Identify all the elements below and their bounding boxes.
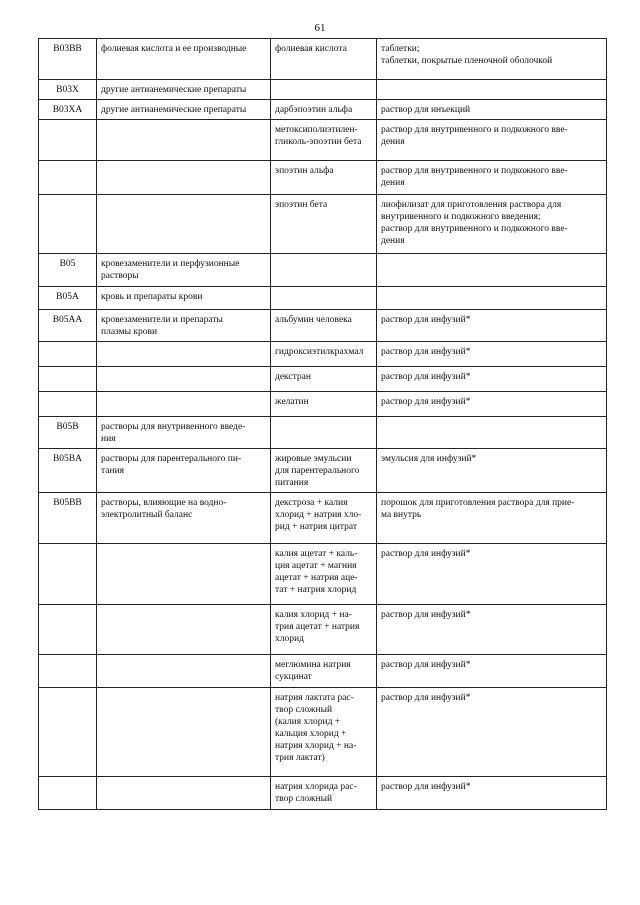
atc-group-cell: фолиевая кислота и ее производные	[97, 39, 271, 80]
atc-code-cell: B05BB	[39, 493, 97, 544]
drug-classification-table	[38, 38, 607, 810]
atc-code-cell: B03X	[39, 80, 97, 100]
drug-name-cell: калия хлорид + на- трия ацетат + натрия хлорид	[271, 605, 377, 655]
atc-group-cell	[97, 367, 271, 392]
table-row	[39, 80, 607, 100]
atc-group-cell	[97, 544, 271, 605]
atc-code-cell	[39, 342, 97, 367]
table-row	[39, 605, 607, 655]
atc-code-cell	[39, 120, 97, 161]
dosage-form-cell: раствор для инфузий*	[377, 605, 607, 655]
atc-code-cell: B05	[39, 254, 97, 287]
drug-name-cell: дарбэпоэтин альфа	[271, 100, 377, 120]
atc-group-cell	[97, 120, 271, 161]
dosage-form-cell: порошок для приготовления раствора для прие- ма внутрь	[377, 493, 607, 544]
dosage-form-cell: раствор для внутривенного и подкожного вве- дения	[377, 120, 607, 161]
page-number: 61	[314, 22, 326, 34]
atc-group-cell	[97, 777, 271, 810]
atc-code-cell	[39, 392, 97, 417]
atc-code-cell: B03BB	[39, 39, 97, 80]
atc-group-cell	[97, 195, 271, 254]
atc-code-cell: B03XA	[39, 100, 97, 120]
drug-name-cell: гидроксиэтилкрахмал	[271, 342, 377, 367]
dosage-form-cell	[377, 80, 607, 100]
table-row	[39, 287, 607, 310]
dosage-form-cell: раствор для инфузий*	[377, 688, 607, 777]
atc-group-cell	[97, 688, 271, 777]
drug-name-cell	[271, 287, 377, 310]
atc-code-cell	[39, 161, 97, 195]
atc-code-cell: B05BA	[39, 449, 97, 493]
dosage-form-cell: раствор для внутривенного и подкожного вве- дения	[377, 161, 607, 195]
atc-group-cell: кровезаменители и препараты плазмы крови	[97, 310, 271, 342]
dosage-form-cell: раствор для инфузий*	[377, 342, 607, 367]
drug-name-cell	[271, 417, 377, 449]
drug-name-cell: фолиевая кислота	[271, 39, 377, 80]
table-row	[39, 254, 607, 287]
table-row	[39, 449, 607, 493]
atc-code-cell: B05A	[39, 287, 97, 310]
drug-name-cell	[271, 254, 377, 287]
atc-code-cell	[39, 544, 97, 605]
drug-name-cell: метоксиполиэтилен- гликоль-эпоэтин бета	[271, 120, 377, 161]
drug-name-cell: калия ацетат + каль- ция ацетат + магния ацетат + натрия аце- тат + натрия хлорид	[271, 544, 377, 605]
atc-group-cell: растворы для внутривенного введе- ния	[97, 417, 271, 449]
table-row	[39, 777, 607, 810]
dosage-form-cell	[377, 254, 607, 287]
atc-group-cell	[97, 605, 271, 655]
dosage-form-cell: раствор для инфузий*	[377, 777, 607, 810]
table-row	[39, 161, 607, 195]
atc-code-cell: B05B	[39, 417, 97, 449]
table-row	[39, 342, 607, 367]
dosage-form-cell: раствор для инъекций	[377, 100, 607, 120]
dosage-form-cell	[377, 287, 607, 310]
atc-code-cell: B05AA	[39, 310, 97, 342]
atc-group-cell: кровь и препараты крови	[97, 287, 271, 310]
table-row	[39, 120, 607, 161]
dosage-form-cell: раствор для инфузий*	[377, 392, 607, 417]
drug-name-cell: эпоэтин бета	[271, 195, 377, 254]
table-row	[39, 655, 607, 688]
table-row	[39, 100, 607, 120]
drug-name-cell: альбумин человека	[271, 310, 377, 342]
atc-code-cell	[39, 688, 97, 777]
table-row	[39, 493, 607, 544]
atc-group-cell: кровезаменители и перфузионные растворы	[97, 254, 271, 287]
atc-group-cell: другие антианемические препараты	[97, 100, 271, 120]
table-body	[39, 39, 607, 810]
dosage-form-cell: лиофилизат для приготовления раствора для внутривенного и подкожного введения; раствор для внутривенного и подкожного вве- дения	[377, 195, 607, 254]
atc-code-cell	[39, 195, 97, 254]
dosage-form-cell: раствор для инфузий*	[377, 367, 607, 392]
drug-name-cell: желатин	[271, 392, 377, 417]
drug-name-cell: эпоэтин альфа	[271, 161, 377, 195]
atc-group-cell	[97, 392, 271, 417]
atc-code-cell	[39, 655, 97, 688]
table-row	[39, 392, 607, 417]
atc-group-cell: растворы для парентерального пи- тания	[97, 449, 271, 493]
dosage-form-cell: раствор для инфузий*	[377, 310, 607, 342]
dosage-form-cell: раствор для инфузий*	[377, 544, 607, 605]
drug-name-cell: меглюмина натрия сукцинат	[271, 655, 377, 688]
atc-group-cell	[97, 655, 271, 688]
table-row	[39, 417, 607, 449]
drug-name-cell: натрия лактата рас- твор сложный (калия хлорид + кальция хлорид + натрия хлорид + на- трия лактат)	[271, 688, 377, 777]
drug-name-cell: декстроза + калия хлорид + натрия хло- рид + натрия цитрат	[271, 493, 377, 544]
table-row	[39, 688, 607, 777]
atc-group-cell	[97, 342, 271, 367]
drug-name-cell: жировые эмульсии для парентерального питания	[271, 449, 377, 493]
dosage-form-cell: эмульсия для инфузий*	[377, 449, 607, 493]
dosage-form-cell: таблетки; таблетки, покрытые пленочной оболочкой	[377, 39, 607, 80]
atc-group-cell	[97, 161, 271, 195]
atc-code-cell	[39, 367, 97, 392]
table-row	[39, 367, 607, 392]
atc-code-cell	[39, 605, 97, 655]
atc-group-cell: растворы, влияющие на водно- электролитный баланс	[97, 493, 271, 544]
table-row	[39, 39, 607, 80]
drug-name-cell: натрия хлорида рас- твор сложный	[271, 777, 377, 810]
drug-name-cell: декстран	[271, 367, 377, 392]
table-row	[39, 195, 607, 254]
atc-group-cell: другие антианемические препараты	[97, 80, 271, 100]
atc-code-cell	[39, 777, 97, 810]
table-row	[39, 310, 607, 342]
dosage-form-cell: раствор для инфузий*	[377, 655, 607, 688]
table-row	[39, 544, 607, 605]
drug-name-cell	[271, 80, 377, 100]
dosage-form-cell	[377, 417, 607, 449]
